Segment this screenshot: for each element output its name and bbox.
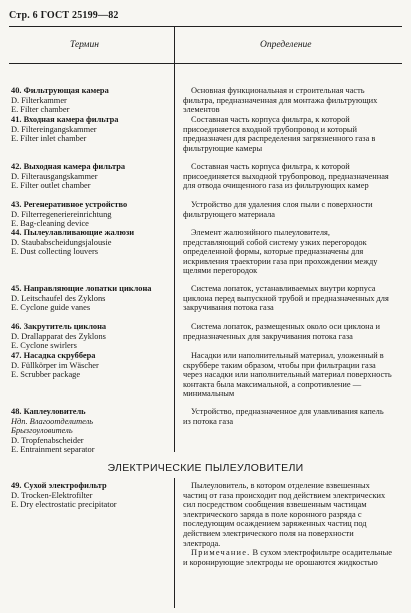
term-column-header: Термин [70, 40, 99, 50]
term-47: 47. Насадка скруббера D. Füllkörper im Wäscher E. Scrubber package [11, 351, 99, 380]
definition-49: Пылеуловитель, в котором отделение взвешенных частиц от газа происходит под действием электрических сил посредством сообщения взвешенным частицам электрического заряда в поле коронного разряда с последующим осаждением заряженных частиц под действием электрического поля на поверхности электрода. Примечание. В сухом электрофильтре осадительные и коронирующие электроды не орошаются жидкостью [183, 481, 392, 567]
term-43: 43. Регенеративное устройство D. Filterregeneriereinrichtung E. Bag-cleaning device [11, 200, 128, 229]
column-divider-lower [174, 478, 175, 608]
definition-43: Устройство для удаления слоя пыли с поверхности фильтрующего материала [183, 200, 373, 219]
definition-48: Устройство, предназначенное для улавливания капель из потока газа [183, 407, 384, 426]
term-44: 44. Пылеулавливающие жалюзи D. Staubabscheidungsjalousie E. Dust collecting louvers [11, 228, 135, 257]
note-text: В сухом электрофильтре осадительные и коронирующие электроды не орошаются жидкостью [183, 548, 392, 567]
term-42: 42. Выходная камера фильтра D. Filterausgangskammer E. Filter outlet chamber [11, 162, 126, 191]
note-label: Примечание. [191, 548, 251, 558]
term-45: 45. Направляющие лопатки циклона D. Leitschaufel des Zyklons E. Cyclone guide vanes [11, 284, 152, 313]
definition-41: Составная часть корпуса фильтра, к которой присоединяется входной трубопровод и который предназначен для распределения загрязненного газа в фильтрующие камеры [183, 115, 376, 153]
definition-42: Составная часть корпуса фильтра, к которой присоединяется выходной трубопровод, предназначенная для отвода очищенного газа из фильтрующих камер [183, 162, 389, 191]
column-divider [174, 26, 175, 452]
term-46: 46. Закрутитель циклона D. Drallapparat des Zyklons E. Cyclone swirlers [11, 322, 107, 351]
table-top-rule [9, 26, 402, 27]
definition-44: Элемент жалюзийного пылеуловителя, представляющий собой систему узких перегородок определенной формы, которые предназначены для искривления траектории газа при прохождении между щелями перегородок [183, 228, 378, 276]
note [183, 548, 393, 567]
table-header-rule [9, 63, 402, 64]
definition-46: Система лопаток, размещенных около оси циклона и предназначенных для закручивания потока газа [183, 322, 380, 341]
definition-47: Насадки или наполнительный материал, уложенный в скруббере таким образом, чтобы при фильтрации газа через насадки или наполнительный материал поверхность контакта была максимальной, а сопротивление — минимальным [183, 351, 392, 399]
definition-column-header: Определение [260, 40, 312, 50]
term-48: 48. Каплеуловитель Ндп. Влагоотделитель Брызгоуловитель D. Tropfenabscheider E. Entrainment separator [11, 407, 95, 455]
section-heading: ЭЛЕКТРИЧЕСКИЕ ПЫЛЕУЛОВИТЕЛИ [107, 462, 304, 474]
term-41: 41. Входная камера фильтра D. Filtereingangskammer E. Filter inlet chamber [11, 115, 119, 144]
page-header: Стр. 6 ГОСТ 25199—82 [9, 10, 119, 21]
term-49: 49. Сухой электрофильтр D. Trocken-Elektrofilter E. Dry electrostatic precipitator [11, 481, 117, 510]
definition-40: Основная функциональная и строительная часть фильтра, предназначенная для монтажа фильтрующих элементов [183, 86, 378, 115]
definition-45: Система лопаток, устанавливаемых внутри корпуса циклона перед выпускной трубой и предназначенных для закручивания потока газа [183, 284, 389, 313]
term-40: 40. Фильтрующая камера D. Filterkammer E. Filter chamber [11, 86, 109, 115]
